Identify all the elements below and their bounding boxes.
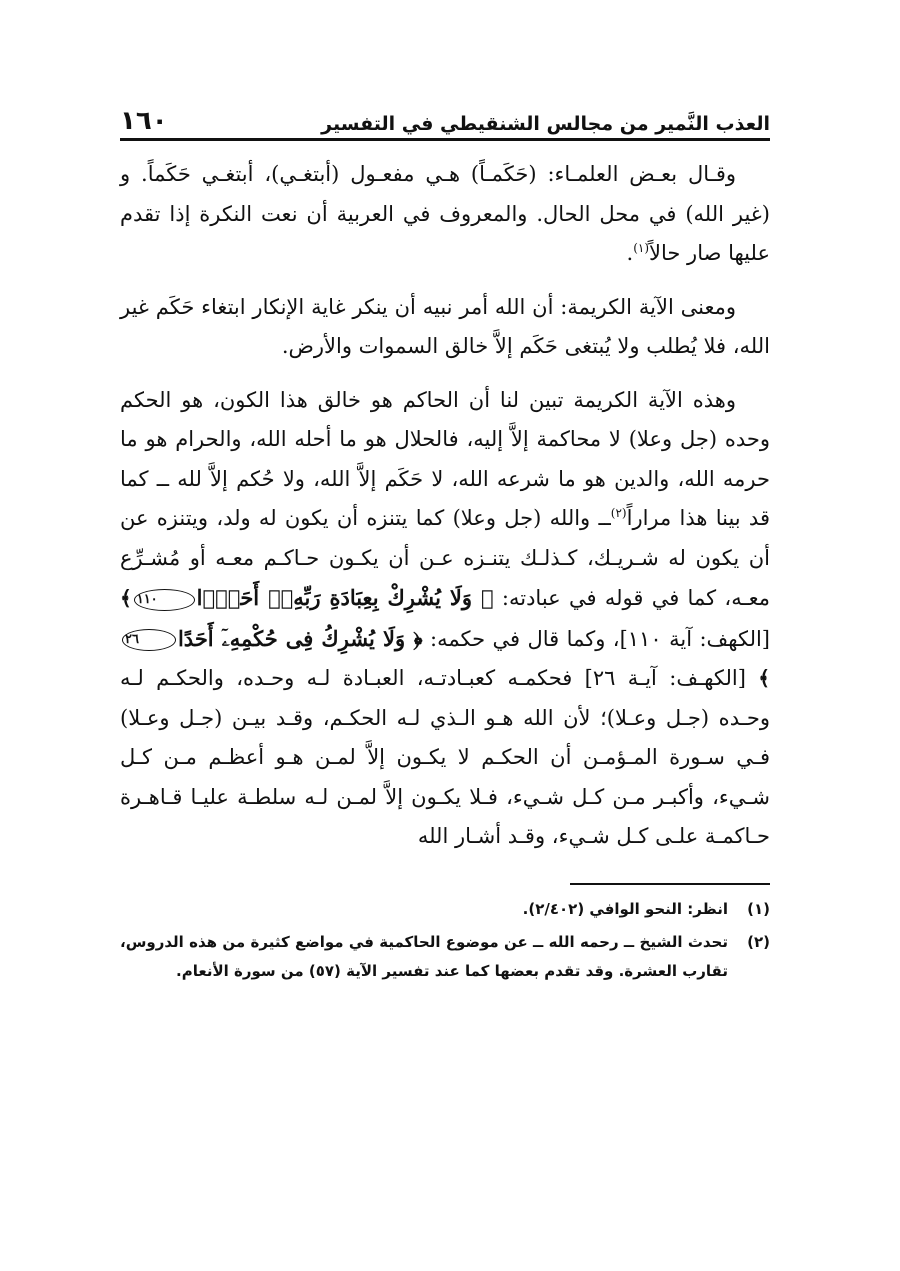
quran-verse-kahf-110: ﴿ وَلَا يُشْرِكْ بِعِبَادَةِ رَبِّهِۦٓ أَحَدًۢا xyxy=(196,585,494,610)
paragraph-1-end: . xyxy=(626,241,634,265)
paragraph-3 xyxy=(120,381,770,857)
paragraph-2 xyxy=(120,288,770,367)
footnote-1-text: انظر: النحو الوافي (٢/٤٠٢). xyxy=(522,899,728,918)
paragraph-2-text: ومعنى الآية الكريمة: أن الله أمر نبيه أن ينكر غاية الإنكار ابتغاء حَكَم غير الله، فلا يُطلب ولا يُبتغى حَكَم إلاَّ خالق السموات والأرض. xyxy=(120,294,770,358)
footnotes xyxy=(120,895,770,986)
paragraph-3-part-a: وهذه الآية الكريمة تبين لنا أن الحاكم هو خالق هذا الكون، هو الحكم وحده (جل وعلا) لا محاكمة إلاَّ إليه، فالحلال هو ما أحله الله، والحرام هو ما حرمه الله، والدين هو ما شرعه الله، لا حَكَم إلاَّ الله، ولا حُكم إلاَّ لله ــ كما قد بينا هذا مراراً xyxy=(120,387,770,530)
footnote-ref-2: (٢) xyxy=(610,506,627,520)
paragraph-1-text: وقـال بعـض العلمـاء: (حَكَمـاً) هـي مفعـول (أبتغـي)، أبتغـي حَكَماً. و (غير الله) في محل الحال. والمعروف في العربية أن نعت النكرة إذا تقدم عليها صار حالاً xyxy=(120,162,770,265)
ayah-number-26: ٢٦ xyxy=(122,629,176,651)
page-number: ١٦٠ xyxy=(120,106,168,136)
footnote-1-number: (١) xyxy=(747,899,770,918)
document-page xyxy=(120,95,770,990)
body-text xyxy=(120,155,770,857)
running-header xyxy=(120,95,770,141)
paragraph-3-part-c: [الكهف: آية ١١٠]، وكما قال في حكمه: xyxy=(430,626,770,651)
paragraph-1 xyxy=(120,155,770,274)
footnote-2-text: تحدث الشيخ ــ رحمه الله ــ عن موضوع الحاكمية في مواضع كثيرة من هذه الدروس، تقارب العشرة. وقد تقدم بعضها كما عند تفسير الآية (٥٧) من سورة الأنعام. xyxy=(120,932,728,980)
footnote-ref-1: (١) xyxy=(633,241,650,255)
quran-verse-kahf-26: ﴿ وَلَا يُشْرِكُ فِى حُكْمِهِۦٓ أَحَدًا xyxy=(177,625,423,651)
ayah-number-110: ١١٠ xyxy=(134,589,195,611)
footnote-2-number: (٢) xyxy=(747,932,770,951)
book-title: العذب النَّمير من مجالس الشنقيطي في التفسير xyxy=(321,113,770,135)
footnote-divider xyxy=(570,883,770,885)
paragraph-3-part-b: ــ والله (جل وعلا) كما يتنزه أن يكون له ولد، ويتنزه عن أن يكون له شـريـك، كـذلـك يتنـزه عـن أن يكـون حـاكـم معـه أو مُشـرِّع معـه، كما في قوله في عبادته: xyxy=(120,506,770,610)
footnote-1 xyxy=(120,895,770,924)
closing-ornate-bracket-icon: ﴾ xyxy=(758,666,771,690)
footnote-2 xyxy=(120,928,770,986)
paragraph-3-part-d: [الكهـف: آيـة ٢٦] فحكمـه كعبـادتـه، العبـادة لـه وحـده، والحكـم لـه وحـده (جـل وعـلا)؛ لأن الله هـو الـذي لـه الحكـم، وقـد بيـن (جـل وعـلا) فـي سـورة المـؤمـن أن الحكـم لا يكـون إلاَّ لمـن هـو أعظـم مـن كـل شـيء، وأكبـر مـن كـل شـيء، فـلا يكـون إلاَّ لمـن لـه سلطـة عليـا قـاهـرة حـاكمـة علـى كـل شـيء، وقـد أشـار الله xyxy=(120,666,770,848)
closing-ornate-bracket-icon: ﴾ xyxy=(120,586,132,610)
